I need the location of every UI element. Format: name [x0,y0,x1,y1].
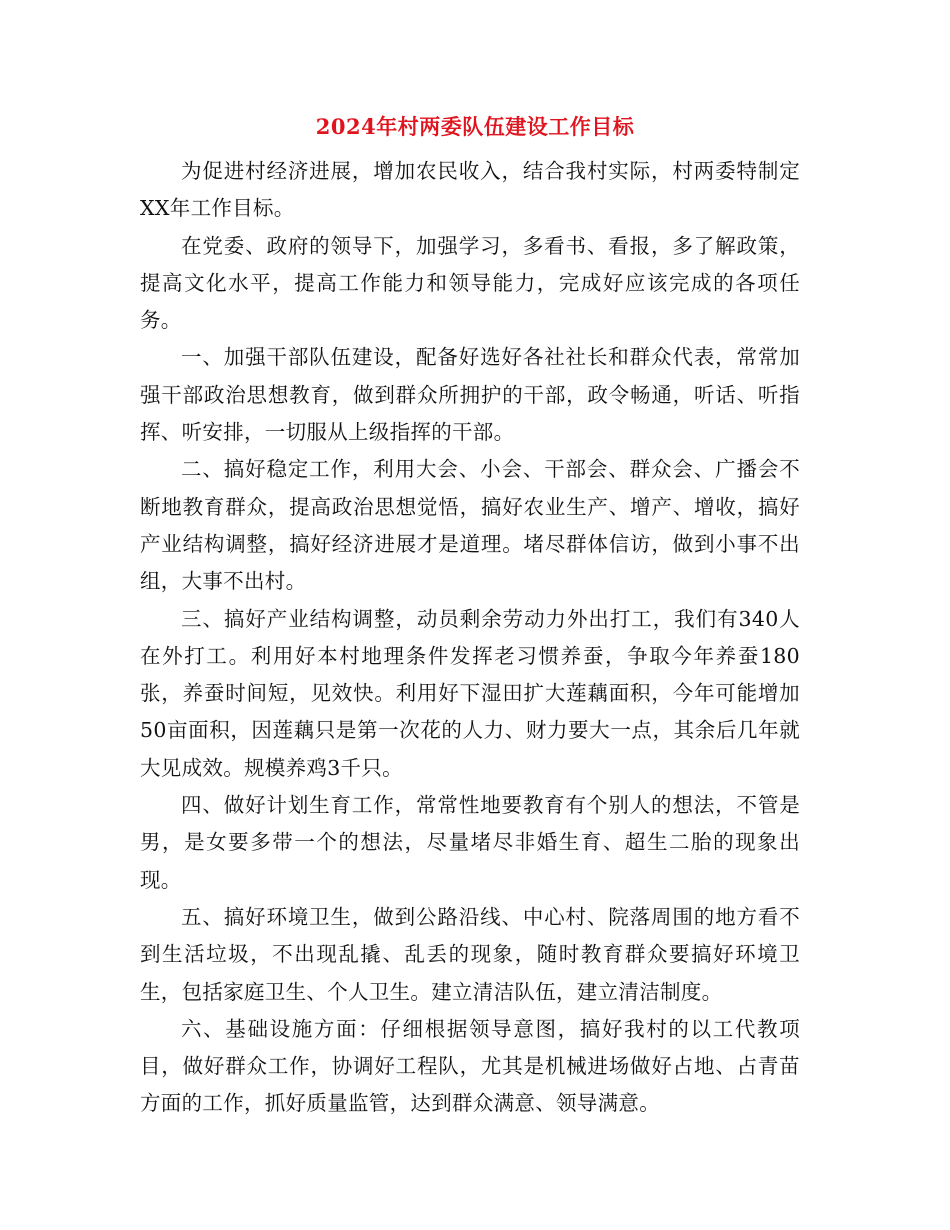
paragraph-item-1: 一、加强干部队伍建设，配备好选好各社社长和群众代表，常常加强干部政治思想教育，做到群众所拥护的干部，政令畅通，听话、听指挥、听安排，一切服从上级指挥的干部。 [140,345,800,445]
paragraph-item-6: 六、基础设施方面：仔细根据领导意图，搞好我村的以工代教项目，做好群众工作，协调好工程队，尤其是机械进场做好占地、占青苗方面的工作，抓好质量监管，达到群众满意、领导满意。 [140,1016,800,1116]
paragraph-overview: 在党委、政府的领导下，加强学习，多看书、看报，多了解政策，提高文化水平，提高工作能力和领导能力，完成好应该完成的各项任务。 [140,233,800,333]
paragraph-intro: 为促进村经济进展，增加农民收入，结合我村实际，村两委特制定XX年工作目标。 [140,159,800,221]
paragraph-item-2: 二、搞好稳定工作，利用大会、小会、干部会、群众会、广播会不断地教育群众，提高政治思想觉悟，搞好农业生产、增产、增收，搞好产业结构调整，搞好经济进展才是道理。堵尽群体信访，做到小事不出组，大事不出村。 [140,457,800,594]
document-title: 2024年村两委队伍建设工作目标 [315,114,635,139]
paragraph-item-4: 四、做好计划生育工作，常常性地要教育有个别人的想法，不管是男，是女要多带一个的想法，尽量堵尽非婚生育、超生二胎的现象出现。 [140,793,800,892]
document-body [140,153,800,1123]
paragraph-item-3: 三、搞好产业结构调整，动员剩余劳动力外出打工，我们有340人在外打工。利用好本村地理条件发挥老习惯养蚕，争取今年养蚕180张，养蚕时间短，见效快。利用好下湿田扩大莲藕面积，今年可能增加50亩面积，因莲藕只是第一次花的人力、财力要大一点，其余后几年就大见成效。规模养鸡3千只。 [140,606,800,780]
paragraph-item-5: 五、搞好环境卫生，做到公路沿线、中心村、院落周围的地方看不到生活垃圾，不出现乱撬、乱丢的现象，随时教育群众要搞好环境卫生，包括家庭卫生、个人卫生。建立清洁队伍，建立清洁制度。 [140,904,800,1004]
